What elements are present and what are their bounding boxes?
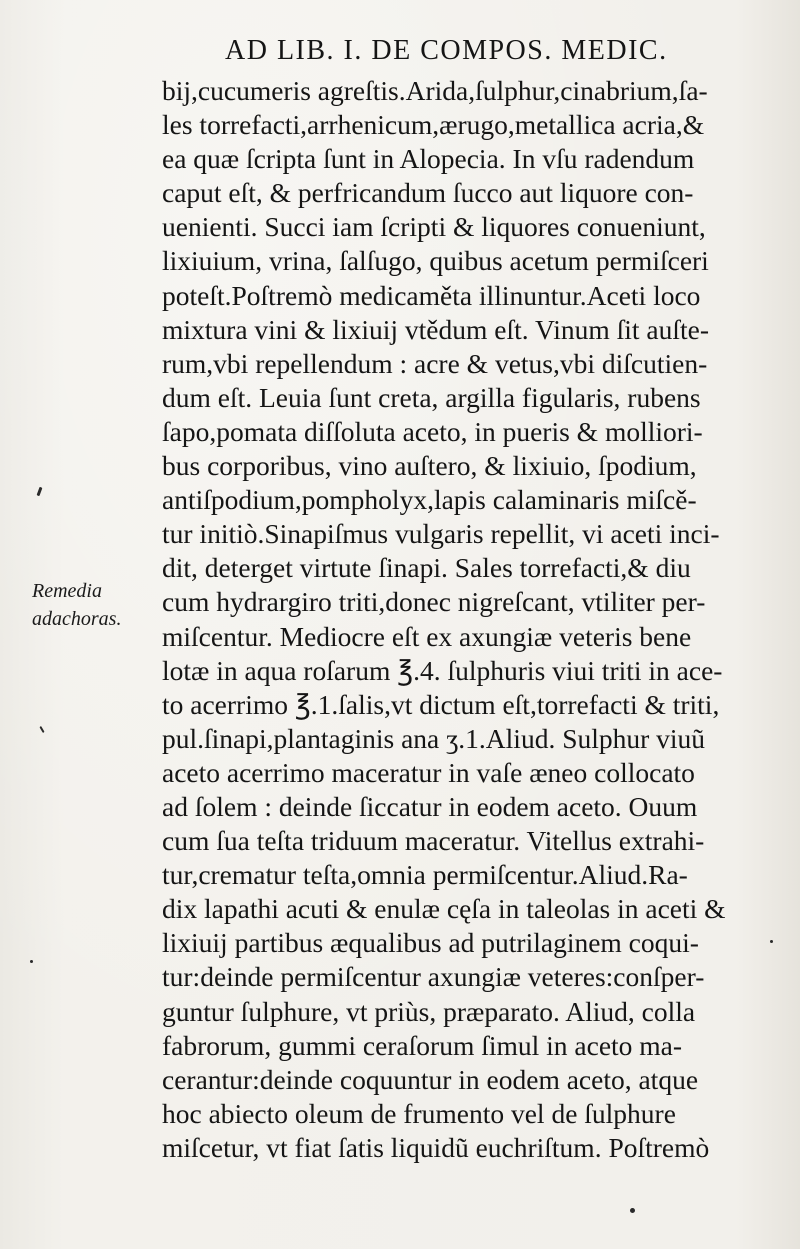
text-line: miſcentur. Mediocre eſt ex axungiæ veteris bene [162,620,692,652]
text-line: pul.ſinapi,plantaginis ana ʒ.1.Aliud. Sulphur viuũ [162,722,706,754]
text-line: cum hydrargiro triti,donec nigreſcant, vtiliter per- [162,586,706,618]
text-line: lixiuij partibus æqualibus ad putrilaginem coqui- [162,927,699,959]
text-line: ea quæ ſcripta ſunt in Alopecia. In vſu radendum [162,143,695,175]
ink-speck [30,960,33,963]
show-through-text [90,125,150,205]
text-line: ſapo,pomata diſſoluta aceto, in pueris & molliori- [162,415,703,447]
text-line: hoc abiecto oleum de frumento vel de ſulphure [162,1097,676,1129]
text-line: bij,cucumeris agreſtis.Arida,ſulphur,cinabrium,ſa- [162,75,708,106]
ink-speck [37,487,43,496]
text-line: ad ſolem : deinde ſiccatur in eodem aceto. Ouum [162,790,698,822]
text-line: mixtura vini & lixiuij vtědum eſt. Vinum ſit auſte- [162,313,710,345]
text-line: antiſpodium,pompholyx,lapis calaminaris miſcě- [162,484,697,516]
text-line: dix lapathi acuti & enulæ cęſa in taleolas in aceti & [162,893,726,925]
marginal-note-line: adachoras. [32,608,122,630]
text-line: tur initiò.Sinapiſmus vulgaris repellit, vi aceti inci- [162,518,720,550]
marginal-note-line: Remedia [32,580,102,602]
ink-speck [770,940,773,943]
text-line: dit, deterget virtute ſinapi. Sales torrefacti,& diu [162,552,691,584]
text-line: tur:deinde permiſcentur axungiæ veteres:conſper- [162,961,705,993]
text-line: miſcetur, vt fiat ſatis liquidũ euchriſtum. Poſtremò [162,1131,710,1163]
marginal-note [32,577,121,633]
text-line: les torrefacti,arrhenicum,ærugo,metallica acria,& [162,109,705,141]
text-line: poteſt.Poſtremò medicaměta illinuntur.Aceti loco [162,279,701,311]
text-line: uenienti. Succi iam ſcripti & liquores conueniunt, [162,211,706,243]
text-line: aceto acerrimo maceratur in vaſe æneo collocato [162,756,695,788]
text-line: cerantur:deinde coquuntur in eodem aceto, atque [162,1063,699,1095]
running-header: AD LIB. I. DE COMPOS. MEDIC. [225,35,668,66]
ink-speck [39,726,44,733]
text-line: lixiuium, vrina, ſalſugo, quibus acetum permiſceri [162,245,709,277]
text-line: caput eſt, & perfricandum ſucco aut liquore con- [162,177,694,209]
text-line: guntur ſulphure, vt priùs, præparato. Aliud, colla [162,995,696,1027]
text-line: cum ſua teſta triduum maceratur. Vitellus extrahi- [162,825,705,857]
ink-speck [630,1208,635,1213]
text-line: fabrorum, gummi ceraſorum ſimul in aceto ma- [162,1029,683,1061]
text-line: rum,vbi repellendum : acre & vetus,vbi diſcutien- [162,347,708,379]
body-text [162,74,772,1165]
text-line: to acerrimo ℥.1.ſalis,vt dictum eſt,torrefacti & triti, [162,688,720,720]
text-line: dum eſt. Leuia ſunt creta, argilla figularis, rubens [162,381,701,413]
text-line: bus corporibus, vino auſtero, & lixiuio, ſpodium, [162,450,697,482]
text-line: tur,crematur teſta,omnia permiſcentur.Aliud.Ra- [162,859,688,891]
text-line: lotæ in aqua roſarum ℥.4. ſulphuris viui triti in ace- [162,654,723,686]
